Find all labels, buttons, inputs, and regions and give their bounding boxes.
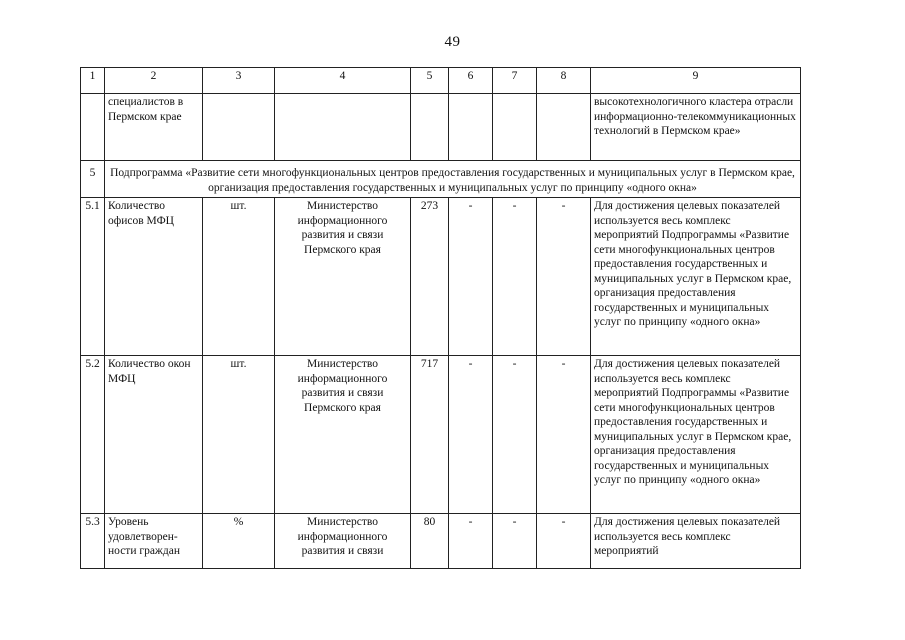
note-cell: высокотехнологичного кластера отрасли информационно-телекоммуникационных технологий в Пермском крае» [591, 94, 801, 161]
value-cell: - [449, 356, 493, 514]
page-number: 49 [444, 34, 461, 50]
indicator-name-cell: специалистов в Пермском крае [105, 94, 203, 161]
value-cell: - [449, 514, 493, 569]
indicators-table [80, 67, 801, 569]
header-cell: 7 [493, 68, 537, 94]
unit-cell: % [203, 514, 275, 569]
section-row [81, 161, 801, 198]
header-cell: 8 [537, 68, 591, 94]
row-number: 5.3 [81, 514, 105, 569]
header-cell: 6 [449, 68, 493, 94]
value-cell: - [493, 198, 537, 356]
section-number: 5 [81, 161, 105, 198]
value-cell: 273 [411, 198, 449, 356]
empty-cell [493, 94, 537, 161]
note-cell: Для достижения целевых показателей используется весь комплекс мероприятий [591, 514, 801, 569]
responsible-cell: Министерство информационного развития и связи Пермского края [275, 356, 411, 514]
empty-cell [411, 94, 449, 161]
header-cell: 5 [411, 68, 449, 94]
header-cell: 1 [81, 68, 105, 94]
indicator-name-cell: Количество офисов МФЦ [105, 198, 203, 356]
indicator-name-cell: Уровень удовлетворен-ности граждан [105, 514, 203, 569]
header-cell: 9 [591, 68, 801, 94]
row-number: 5.1 [81, 198, 105, 356]
header-cell: 3 [203, 68, 275, 94]
value-cell: 80 [411, 514, 449, 569]
header-cell: 2 [105, 68, 203, 94]
value-cell: - [537, 198, 591, 356]
table-row [81, 356, 801, 514]
responsible-cell: Министерство информационного развития и связи [275, 514, 411, 569]
note-cell: Для достижения целевых показателей используется весь комплекс мероприятий Подпрограммы «Развитие сети многофункциональных центров предоставления государственных и муниципальных услуг в Пермском крае, организация предоставления государственных и муниципальных услуг по принципу «одного окна» [591, 356, 801, 514]
empty-cell [449, 94, 493, 161]
section-title: Подпрограмма «Развитие сети многофункциональных центров предоставления государственных и муниципальных услуг в Пермском крае, организация предоставления государственных и муниципальных услуг по принципу «одного окна» [105, 161, 801, 198]
value-cell: - [537, 514, 591, 569]
header-row [81, 68, 801, 94]
table-row [81, 198, 801, 356]
unit-cell: шт. [203, 356, 275, 514]
unit-cell: шт. [203, 198, 275, 356]
empty-cell [275, 94, 411, 161]
empty-cell [203, 94, 275, 161]
value-cell: 717 [411, 356, 449, 514]
table-row [81, 514, 801, 569]
indicator-name-cell: Количество окон МФЦ [105, 356, 203, 514]
value-cell: - [537, 356, 591, 514]
row-number: 5.2 [81, 356, 105, 514]
header-cell: 4 [275, 68, 411, 94]
empty-cell [81, 94, 105, 161]
continuation-row [81, 94, 801, 161]
empty-cell [537, 94, 591, 161]
value-cell: - [493, 356, 537, 514]
value-cell: - [449, 198, 493, 356]
note-cell: Для достижения целевых показателей используется весь комплекс мероприятий Подпрограммы «Развитие сети многофункциональных центров предоставления государственных и муниципальных услуг в Пермском крае, организация предоставления государственных и муниципальных услуг по принципу «одного окна» [591, 198, 801, 356]
value-cell: - [493, 514, 537, 569]
responsible-cell: Министерство информационного развития и связи Пермского края [275, 198, 411, 356]
